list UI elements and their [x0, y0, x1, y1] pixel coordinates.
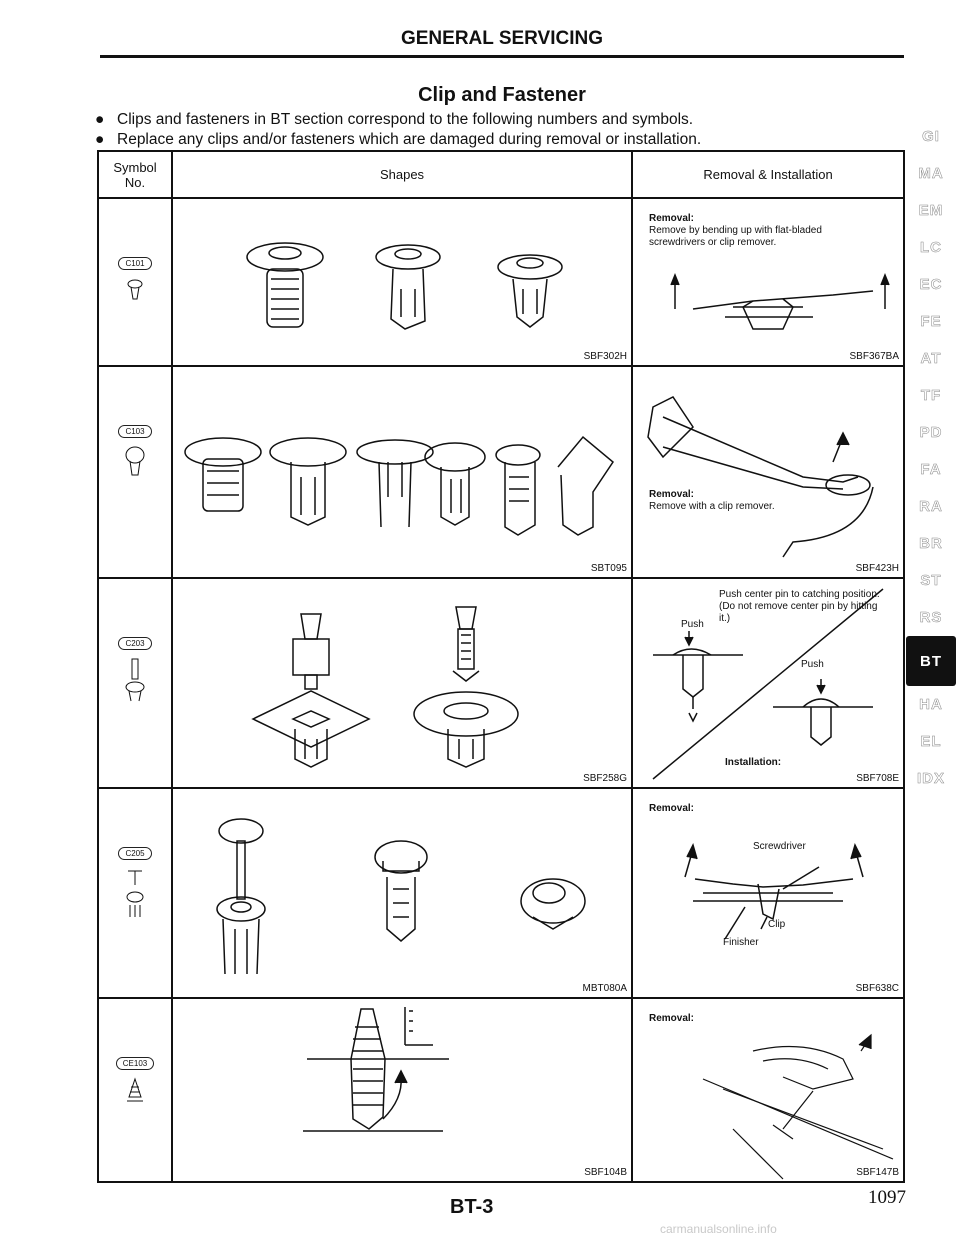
removal-ref: SBF638C — [855, 983, 899, 994]
section-tab-fa[interactable]: FA — [920, 461, 942, 478]
removal-ref: SBF708E — [856, 773, 899, 784]
section-tab-idx[interactable]: IDX — [916, 770, 945, 787]
section-tab-ec[interactable]: EC — [919, 276, 943, 293]
bullet-item: ● Replace any clips and/or fasteners which are damaged during removal or installation. — [95, 131, 702, 148]
symbol-code: C205 — [118, 847, 151, 860]
removal-cell — [632, 198, 904, 366]
table-row — [98, 998, 904, 1182]
page-number: 1097 — [868, 1187, 906, 1208]
section-tab-lc[interactable]: LC — [920, 239, 942, 256]
table-row — [98, 578, 904, 788]
removal-text: Remove with a clip remover. — [649, 501, 775, 512]
clip-shapes-drawing — [173, 999, 633, 1181]
clip-symbol-icon — [124, 445, 146, 479]
bullet-item: ● Clips and fasteners in BT section correspond to the following numbers and symbols. — [95, 111, 694, 128]
removal-drawing — [633, 999, 905, 1181]
table-row — [98, 788, 904, 998]
shape-ref: SBF302H — [583, 351, 627, 362]
header-removal: Removal & Installation — [632, 151, 904, 198]
section-tab-em[interactable]: EM — [918, 202, 944, 219]
push-label-2: Push — [801, 659, 824, 670]
installation-label: Installation: — [725, 757, 782, 768]
removal-title: Removal: — [649, 1013, 695, 1024]
symbol-code: C203 — [118, 637, 151, 650]
page-label: BT-3 — [450, 1196, 494, 1218]
removal-cell — [632, 998, 904, 1182]
header-rule — [100, 55, 904, 58]
section-tab-at[interactable]: AT — [920, 350, 942, 367]
removal-text: Remove by bending up with flat-bladed screwdrivers or clip remover. — [649, 225, 822, 248]
symbol-cell — [98, 788, 172, 998]
watermark: carmanualsonline.info — [660, 1222, 777, 1236]
removal-cell — [632, 578, 904, 788]
shapes-cell — [172, 366, 632, 578]
symbol-code: CE103 — [116, 1057, 154, 1070]
section-tabs — [910, 118, 952, 797]
clip-symbol-icon — [124, 867, 146, 919]
shapes-cell — [172, 198, 632, 366]
symbol-cell — [98, 998, 172, 1182]
table-row — [98, 198, 904, 366]
table-header-row — [98, 151, 904, 198]
shape-ref: MBT080A — [582, 983, 627, 994]
shape-ref: SBF258G — [583, 773, 627, 784]
clip-shapes-drawing — [173, 789, 633, 997]
clip-symbol-icon — [125, 1077, 145, 1105]
shapes-cell — [172, 578, 632, 788]
clip-shapes-drawing — [173, 579, 633, 787]
removal-ref: SBF423H — [855, 563, 899, 574]
section-tab-rs[interactable]: RS — [919, 609, 943, 626]
symbol-cell — [98, 198, 172, 366]
shape-ref: SBT095 — [590, 563, 627, 574]
section-tab-pd[interactable]: PD — [919, 424, 943, 441]
symbol-cell — [98, 366, 172, 578]
bullet-list — [95, 110, 855, 150]
removal-ref: SBF367BA — [849, 351, 899, 362]
table-row — [98, 366, 904, 578]
symbol-cell — [98, 578, 172, 788]
clip-symbol-icon — [124, 657, 146, 703]
push-note: Push center pin to catching position. (Do not remove center pin by hitting it.) — [719, 589, 880, 624]
label-clip: Clip — [768, 919, 786, 930]
section-tab-tf[interactable]: TF — [920, 387, 942, 404]
push-label: Push — [681, 619, 704, 630]
section-tab-ha[interactable]: HA — [919, 696, 943, 713]
removal-ref: SBF147B — [856, 1167, 899, 1178]
removal-title: Removal: — [649, 213, 695, 224]
section-tab-ma[interactable]: MA — [918, 165, 944, 182]
section-tab-gi[interactable]: GI — [922, 128, 940, 145]
section-tab-bt[interactable]: BT — [906, 636, 956, 686]
header-shapes: Shapes — [172, 151, 632, 198]
symbol-code: C103 — [118, 425, 151, 438]
clip-table — [97, 150, 905, 1183]
removal-title: Removal: — [649, 803, 695, 814]
clip-shapes-drawing — [173, 199, 633, 365]
removal-cell — [632, 366, 904, 578]
section-tab-st[interactable]: ST — [920, 572, 942, 589]
label-finisher: Finisher — [723, 937, 759, 948]
shape-ref: SBF104B — [584, 1167, 627, 1178]
removal-title: Removal: — [649, 489, 695, 500]
symbol-code: C101 — [118, 257, 151, 270]
clip-shapes-drawing — [173, 367, 633, 577]
clip-symbol-icon — [126, 277, 144, 303]
shapes-cell — [172, 998, 632, 1182]
page-header: GENERAL SERVICING — [400, 28, 603, 49]
section-title: Clip and Fastener — [418, 84, 586, 106]
header-symbol: Symbol No. — [98, 151, 172, 198]
section-tab-fe[interactable]: FE — [920, 313, 942, 330]
removal-cell — [632, 788, 904, 998]
section-tab-el[interactable]: EL — [920, 733, 942, 750]
removal-drawing — [633, 367, 905, 577]
section-tab-ra[interactable]: RA — [919, 498, 943, 515]
label-screwdriver: Screwdriver — [753, 841, 806, 852]
removal-drawing — [633, 789, 905, 997]
shapes-cell — [172, 788, 632, 998]
section-tab-br[interactable]: BR — [919, 535, 943, 552]
